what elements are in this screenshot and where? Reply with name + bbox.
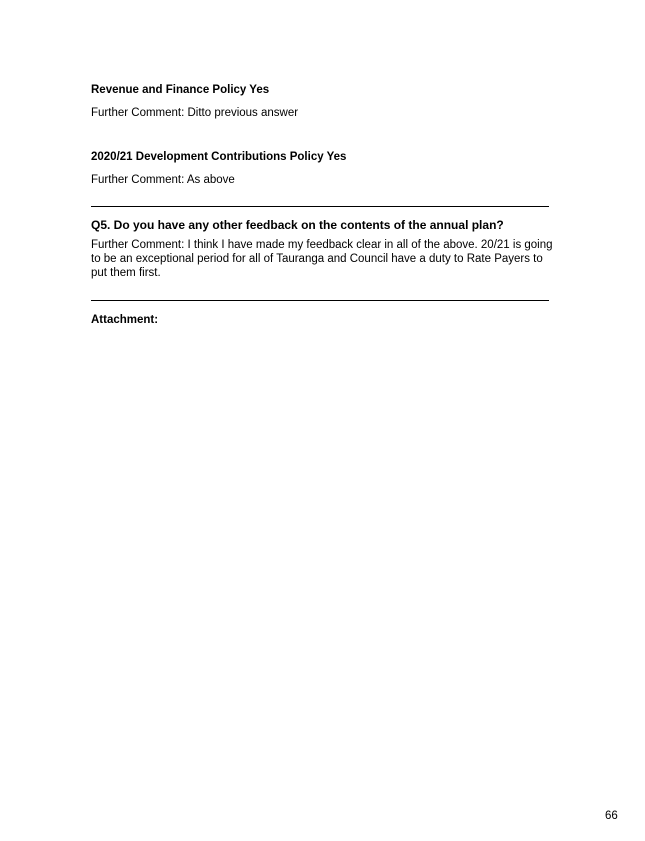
attachment-heading: Attachment: bbox=[91, 314, 159, 326]
comment-line: Further Comment: I think I have made my feedback clear in all of the above. 20/21 is going bbox=[91, 239, 553, 251]
comment-line: put them first. bbox=[91, 267, 161, 279]
page-number: 66 bbox=[605, 810, 618, 822]
question-5-comment bbox=[91, 238, 551, 280]
section-heading-development-contributions-policy: 2020/21 Development Contributions Policy Yes bbox=[91, 151, 347, 163]
section-divider bbox=[91, 206, 549, 207]
question-5-heading: Q5. Do you have any other feedback on the contents of the annual plan? bbox=[91, 218, 504, 232]
section-divider bbox=[91, 300, 549, 301]
section-comment-revenue-finance-policy: Further Comment: Ditto previous answer bbox=[91, 107, 299, 119]
comment-line: to be an exceptional period for all of Tauranga and Council have a duty to Rate Payers to bbox=[91, 253, 543, 265]
section-comment-development-contributions-policy: Further Comment: As above bbox=[91, 174, 235, 186]
section-heading-revenue-finance-policy: Revenue and Finance Policy Yes bbox=[91, 84, 270, 96]
